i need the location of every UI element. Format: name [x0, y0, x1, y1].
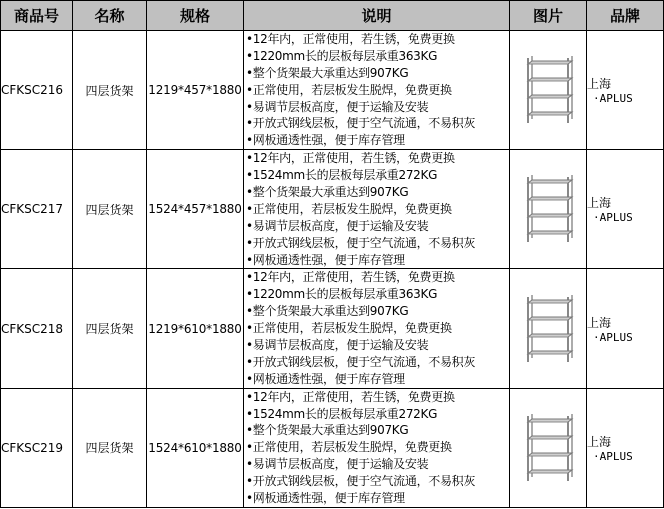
desc-item: • 整个货架最大承重达到907KG — [246, 184, 509, 201]
brand-line2: ·APLUS — [593, 330, 633, 344]
brand-line1: 上海 — [587, 77, 612, 92]
header-name: 名称 — [73, 1, 147, 31]
desc-item: • 网板通透性强，便于库存管理 — [246, 252, 509, 269]
desc-list — [244, 389, 509, 507]
desc-item: • 1220mm长的层板每层承重363KG — [246, 286, 509, 303]
brand-line1: 上海 — [587, 196, 612, 211]
table-row — [1, 388, 664, 507]
spec-cell: 1524*457*1880 — [147, 150, 244, 269]
desc-list — [244, 31, 509, 149]
brand-line2: ·APLUS — [593, 449, 633, 463]
spec-cell: 1219*457*1880 — [147, 31, 244, 150]
image-cell — [510, 150, 587, 269]
wire-shelf-icon — [518, 413, 578, 483]
desc-item: • 12年内，正常使用，若生锈，免费更换 — [246, 150, 509, 167]
desc-list — [244, 269, 509, 387]
desc-item: • 开放式钢线层板，便于空气流通，不易积灰 — [246, 115, 509, 132]
desc-item: • 正常使用，若层板发生脱焊，免费更换 — [246, 439, 509, 456]
header-row — [1, 1, 664, 31]
brand-cell — [587, 269, 664, 388]
table-row — [1, 150, 664, 269]
brand-line2: ·APLUS — [593, 92, 633, 106]
brand-line2: ·APLUS — [593, 211, 633, 225]
wire-shelf-icon — [518, 294, 578, 364]
sku-cell: CFKSC218 — [1, 269, 73, 388]
desc-item: • 正常使用，若层板发生脱焊，免费更换 — [246, 201, 509, 218]
desc-item: • 12年内，正常使用，若生锈，免费更换 — [246, 269, 509, 286]
desc-item: • 整个货架最大承重达到907KG — [246, 65, 509, 82]
desc-item: • 网板通透性强，便于库存管理 — [246, 490, 509, 507]
desc-cell — [244, 31, 510, 150]
desc-item: • 正常使用，若层板发生脱焊，免费更换 — [246, 320, 509, 337]
desc-item: • 12年内，正常使用，若生锈，免费更换 — [246, 31, 509, 48]
sku-cell: CFKSC216 — [1, 31, 73, 150]
image-cell — [510, 269, 587, 388]
desc-item: • 开放式钢线层板，便于空气流通，不易积灰 — [246, 354, 509, 371]
brand-cell — [587, 150, 664, 269]
header-image: 图片 — [510, 1, 587, 31]
brand-line1: 上海 — [587, 315, 612, 330]
header-sku: 商品号 — [1, 1, 73, 31]
desc-cell — [244, 150, 510, 269]
desc-item: • 易调节层板高度，便于运输及安装 — [246, 337, 509, 354]
desc-item: • 开放式钢线层板，便于空气流通，不易积灰 — [246, 235, 509, 252]
desc-item: • 易调节层板高度，便于运输及安装 — [246, 456, 509, 473]
sku-cell: CFKSC219 — [1, 388, 73, 507]
image-cell — [510, 388, 587, 507]
desc-item: • 网板通透性强，便于库存管理 — [246, 132, 509, 149]
desc-item: • 整个货架最大承重达到907KG — [246, 303, 509, 320]
desc-cell — [244, 269, 510, 388]
desc-item: • 开放式钢线层板，便于空气流通，不易积灰 — [246, 473, 509, 490]
name-cell: 四层货架 — [73, 388, 147, 507]
spec-cell: 1524*610*1880 — [147, 388, 244, 507]
name-cell: 四层货架 — [73, 269, 147, 388]
table-row — [1, 31, 664, 150]
name-cell: 四层货架 — [73, 31, 147, 150]
name-cell: 四层货架 — [73, 150, 147, 269]
header-desc: 说明 — [244, 1, 510, 31]
brand-line1: 上海 — [587, 434, 612, 449]
desc-cell — [244, 388, 510, 507]
table-row — [1, 269, 664, 388]
brand-cell — [587, 388, 664, 507]
desc-item: • 正常使用，若层板发生脱焊，免费更换 — [246, 82, 509, 99]
wire-shelf-icon — [518, 55, 578, 125]
header-brand: 品牌 — [587, 1, 664, 31]
desc-item: • 整个货架最大承重达到907KG — [246, 422, 509, 439]
desc-item: • 12年内，正常使用，若生锈，免费更换 — [246, 389, 509, 406]
wire-shelf-icon — [518, 174, 578, 244]
desc-item: • 易调节层板高度，便于运输及安装 — [246, 218, 509, 235]
image-cell — [510, 31, 587, 150]
desc-list — [244, 150, 509, 268]
brand-cell — [587, 31, 664, 150]
spec-cell: 1219*610*1880 — [147, 269, 244, 388]
desc-item: • 网板通透性强，便于库存管理 — [246, 371, 509, 388]
desc-item: • 1220mm长的层板每层承重363KG — [246, 48, 509, 65]
desc-item: • 1524mm长的层板每层承重272KG — [246, 406, 509, 423]
desc-item: • 1524mm长的层板每层承重272KG — [246, 167, 509, 184]
desc-item: • 易调节层板高度，便于运输及安装 — [246, 99, 509, 116]
header-spec: 规格 — [147, 1, 244, 31]
sku-cell: CFKSC217 — [1, 150, 73, 269]
